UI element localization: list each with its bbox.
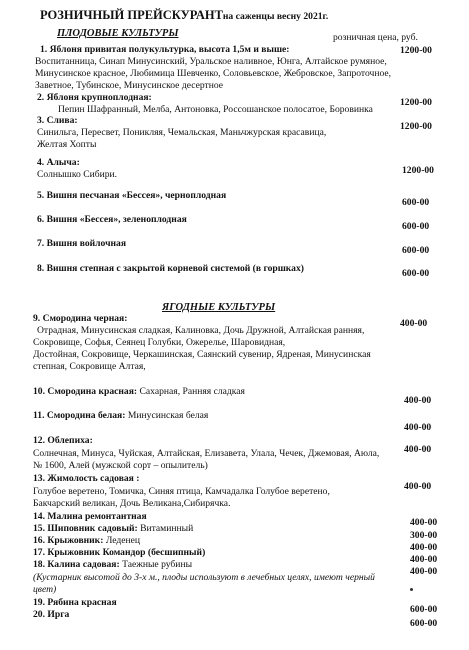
item-5-title: 5. Вишня песчаная «Бессея», черноплодная bbox=[37, 190, 227, 201]
item-20-title: 20. Ирга bbox=[33, 609, 70, 620]
item-15-price: 300-00 bbox=[410, 530, 438, 541]
item-2-title: 2. Яблоня крупноплодная: bbox=[37, 92, 152, 103]
page-title: РОЗНИЧНЫЙ ПРЕЙСКУРАНТна саженцы весну 2021г. bbox=[40, 8, 329, 22]
item-13-desc-line: Голубое веретено, Томичка, Синяя птица, Камчадалка Голубое веретено, bbox=[33, 486, 330, 497]
item-7-price: 600-00 bbox=[402, 245, 430, 256]
item-14-title: 14. Малина ремонтантная bbox=[33, 511, 147, 522]
item-4-price: 1200-00 bbox=[402, 165, 434, 176]
item-6-title: 6. Вишня «Бессея», зеленоплодная bbox=[37, 214, 187, 225]
item-18-price: 400-00 bbox=[410, 566, 438, 577]
item-18-note-line: (Кустарник высотой до 3-х м., плоды используют в лечебных целях, имеют черный bbox=[33, 572, 375, 583]
item-3-desc-line: Синильга, Пересвет, Поникляя, Чемальская, Маньчжурская красавица, bbox=[37, 127, 327, 138]
item-13-price: 400-00 bbox=[404, 481, 432, 492]
item-18-note-line: цвет) bbox=[33, 584, 57, 595]
item-16-line: 16. Крыжовник: Леденец bbox=[33, 535, 141, 546]
item-1-desc-line: Минусинское красное, Любимица Шевченко, Соловьевское, Жебровское, Запроточное, bbox=[35, 68, 392, 79]
item-4-desc-line: Солнышко Сибири. bbox=[37, 169, 118, 180]
item-9-price: 400-00 bbox=[400, 318, 428, 329]
item-10-price: 400-00 bbox=[404, 395, 432, 406]
item-16-price: 400-00 bbox=[410, 542, 438, 553]
item-18-line: 18. Калина садовая: Таежные рубины bbox=[33, 559, 193, 570]
section-heading-berry: ЯГОДНЫЕ КУЛЬТУРЫ bbox=[162, 302, 276, 313]
item-3-desc-line: Желтая Хопты bbox=[37, 139, 97, 150]
item-9-desc-line: Сокровище, Софья, Сеянец Голубки, Ожерелье, Шаровидная, bbox=[33, 337, 286, 348]
item-4-title: 4. Алыча: bbox=[37, 157, 80, 168]
item-17-price: 400-00 bbox=[410, 554, 438, 565]
item-9-desc-line: Достойная, Сокровище, Черкашинская, Саянский сувенир, Ядреная, Минусинская bbox=[33, 349, 371, 360]
item-15-line: 15. Шиповник садовый: Витаминный bbox=[33, 523, 194, 534]
item-17-title: 17. Крыжовник Командор (бесшипный) bbox=[33, 547, 206, 558]
item-6-price: 600-00 bbox=[402, 221, 430, 232]
section-heading-fruit: ПЛОДОВЫЕ КУЛЬТУРЫ bbox=[57, 28, 179, 39]
item-2-price: 1200-00 bbox=[400, 97, 432, 108]
item-19-title: 19. Рябина красная bbox=[33, 597, 117, 608]
item-11-price: 400-00 bbox=[404, 422, 432, 433]
item-12-desc-line: № 1600, Алей (мужской сорт – опылитель) bbox=[33, 460, 208, 471]
item-3-title: 3. Слива: bbox=[37, 115, 78, 126]
item-10-line: 10. Смородина красная: Сахарная, Ранняя сладкая bbox=[33, 386, 245, 397]
item-7-title: 7. Вишня войлочная bbox=[37, 238, 127, 249]
item-3-price: 1200-00 bbox=[400, 121, 432, 132]
item-9-desc-line: степная, Сокровище Алтая, bbox=[33, 361, 146, 372]
item-19-price: 600-00 bbox=[410, 604, 438, 615]
item-13-desc-line: Бакчарский великан, Дочь Великана,Сибирячка. bbox=[33, 498, 231, 509]
item-8-title: 8. Вишня степная с закрытой корневой системой (в горшках) bbox=[37, 263, 304, 274]
item-9-title: 9. Смородина черная: bbox=[33, 313, 128, 324]
item-1-desc-line: Заветное, Тубинское, Минусинское десертное bbox=[35, 80, 224, 91]
item-8-price: 600-00 bbox=[402, 268, 430, 279]
item-1-price: 1200-00 bbox=[400, 45, 432, 56]
item-12-price: 400-00 bbox=[404, 444, 432, 455]
item-12-desc-line: Солнечная, Минуса, Чуйская, Алтайская, Елизавета, Улала, Чечек, Джемовая, Аюла, bbox=[33, 448, 380, 459]
item-14-price: 400-00 bbox=[410, 517, 438, 528]
item-5-price: 600-00 bbox=[402, 197, 430, 208]
price-column-note: розничная цена, руб. bbox=[333, 32, 418, 43]
item-1-title: 1. Яблоня привитая полукультурка, высота 1,5м и выше: bbox=[40, 44, 290, 55]
item-13-title: 13. Жимолость садовая : bbox=[33, 473, 140, 484]
item-9-desc-line: Отрадная, Минусинская сладкая, Калиновка, Дочь Дружной, Алтайская ранняя, bbox=[37, 325, 365, 336]
item-1-desc-line: Воспитанница, Синап Минусинский, Уральское наливное, Юнга, Алтайское румяное, bbox=[35, 56, 387, 67]
item-11-line: 11. Смородина белая: Минусинская белая bbox=[33, 410, 209, 421]
item-20-price: 600-00 bbox=[410, 618, 438, 629]
item-12-title: 12. Облепиха: bbox=[33, 435, 93, 446]
ink-dot-mark bbox=[410, 588, 413, 591]
item-2-desc-line: Пепин Шафранный, Мелба, Антоновка, Россошанское полосатое, Боровинка bbox=[58, 104, 373, 115]
